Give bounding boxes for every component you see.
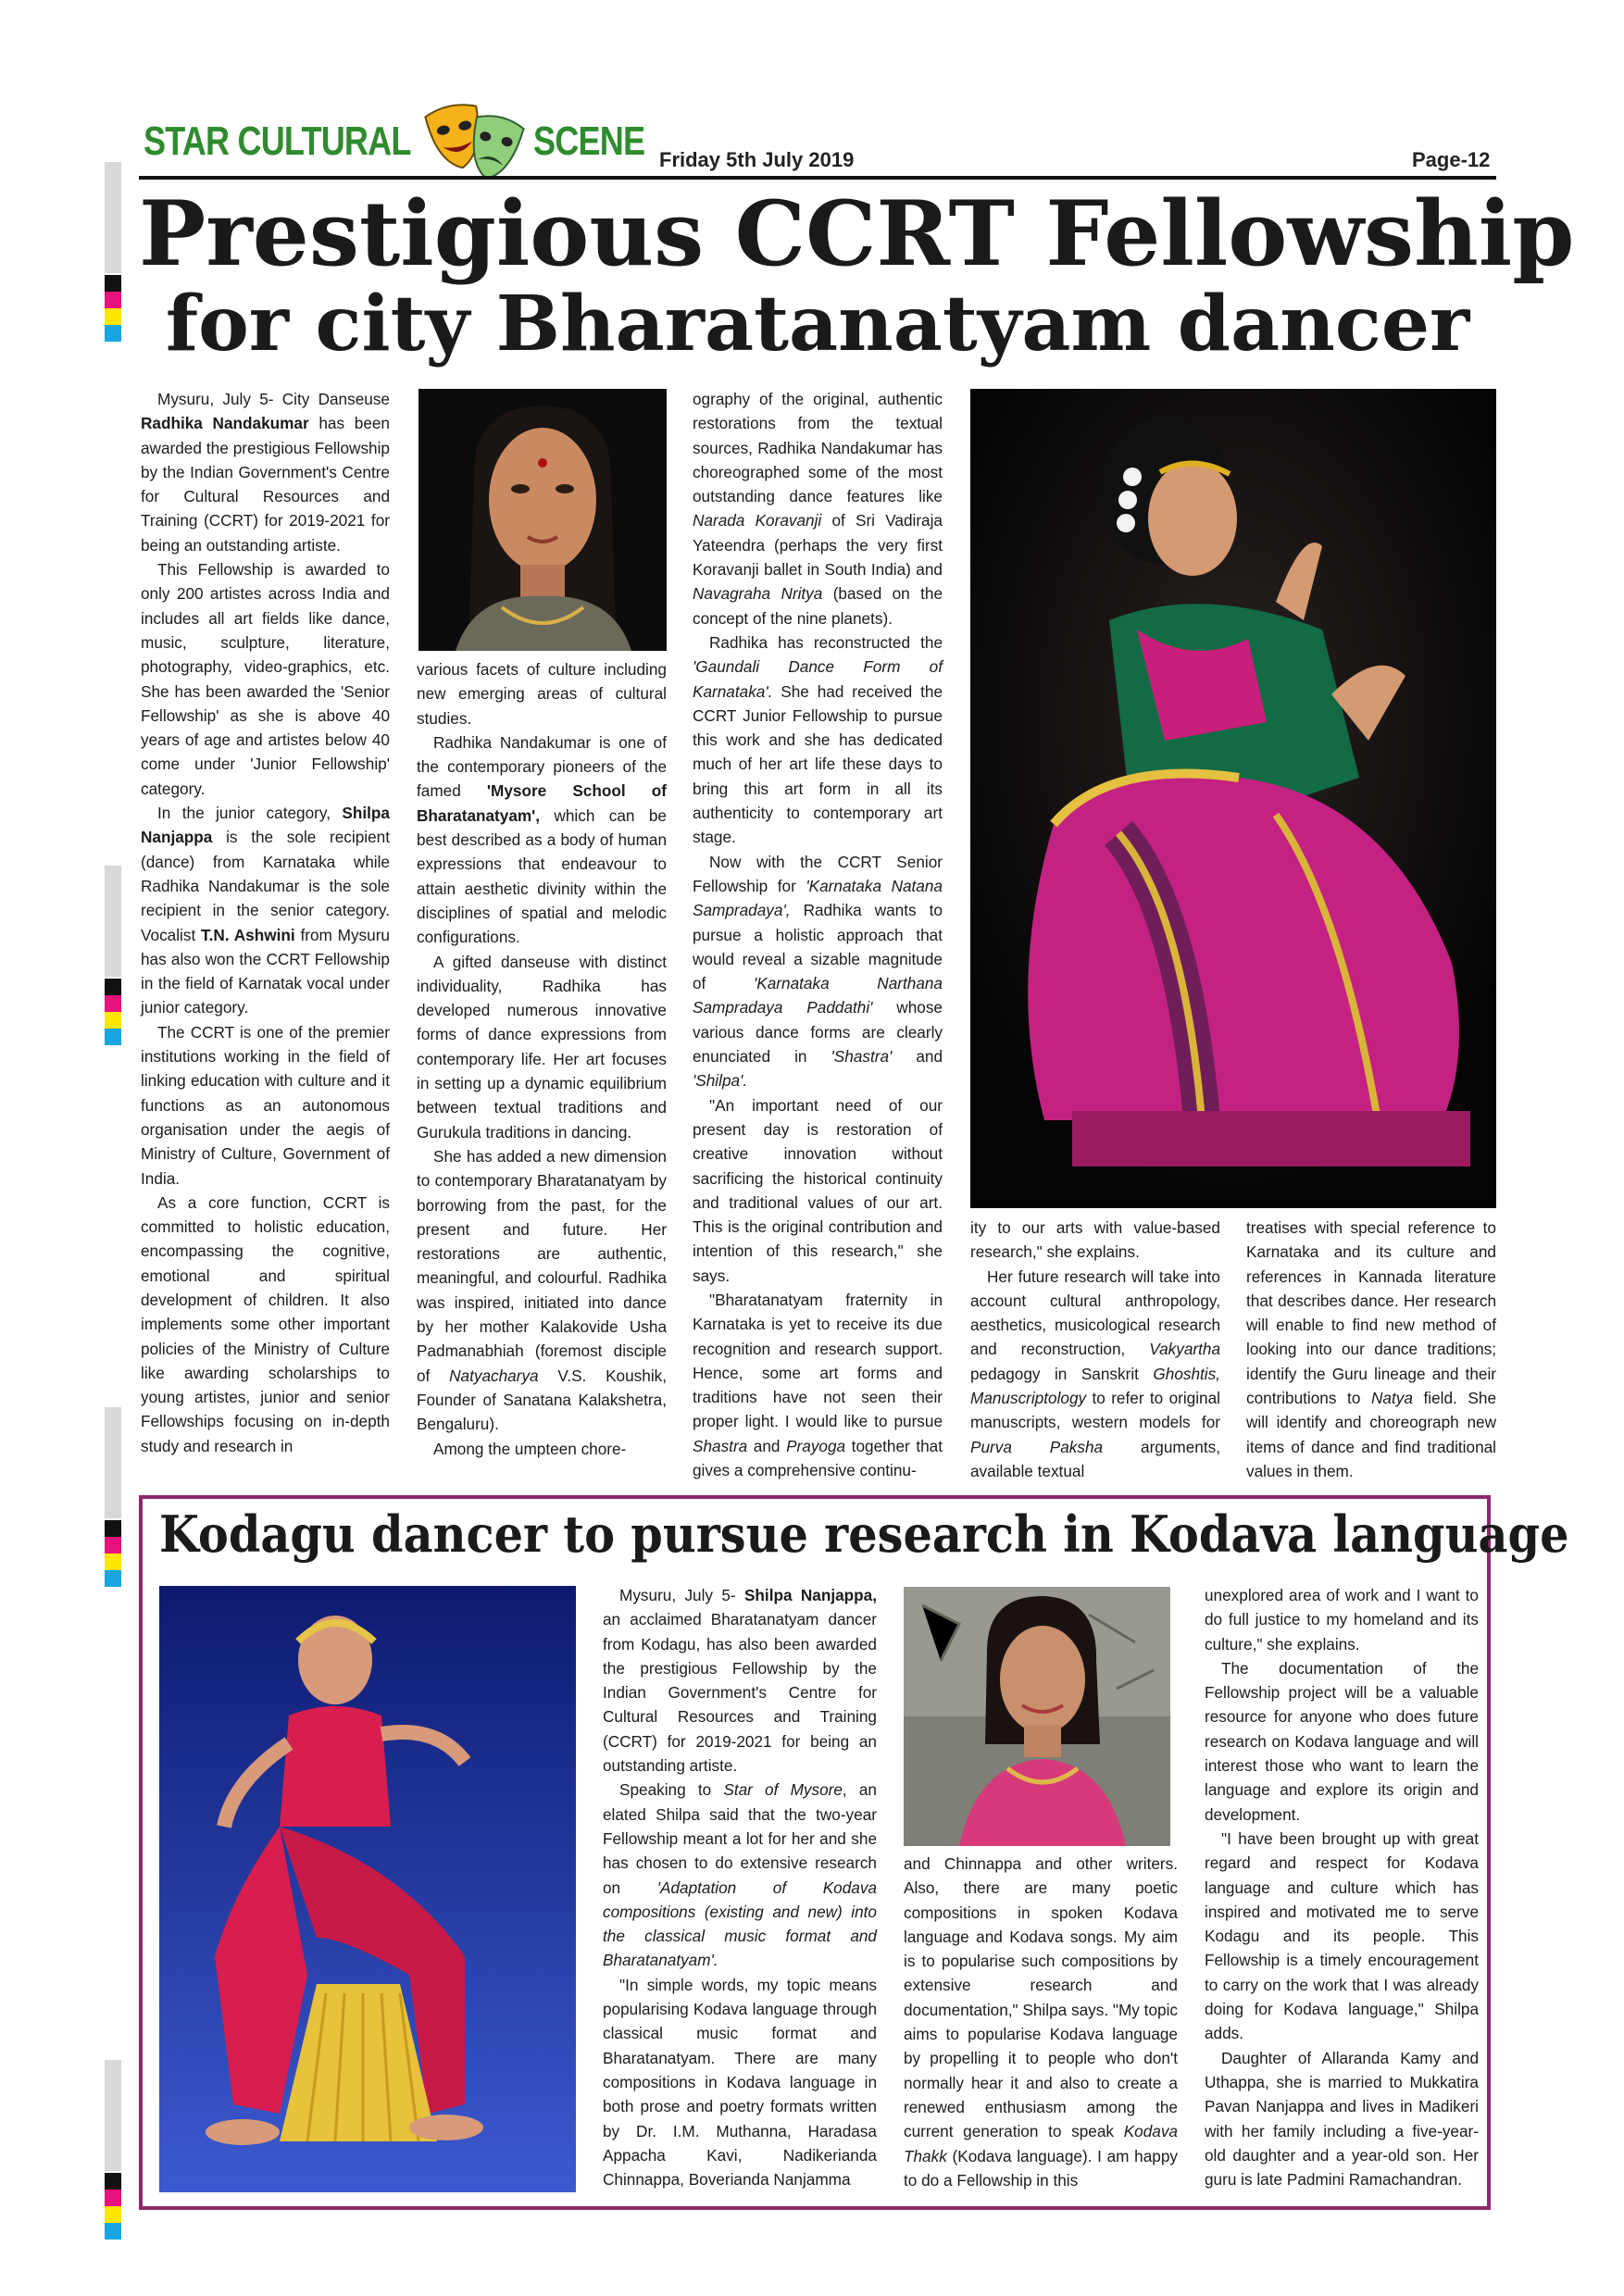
- registration-swatch: [105, 2223, 121, 2240]
- body-text: (Kodava language). I am happy to do a Fellowship in this: [904, 2146, 1178, 2190]
- body-text: has been awarded the prestigious Fellowship by the Indian Government's Centre for Cultural Resources and Training (CCRT) for 2019-2021 for being an outstanding artiste.: [141, 414, 390, 555]
- registration-swatch: [105, 1537, 121, 1554]
- body-text: Mysuru, July 5- City Danseuse: [157, 390, 390, 408]
- person-name: Shilpa Nanjappa: [141, 804, 390, 847]
- dance-photo-shilpa: [159, 1586, 576, 2192]
- body-text: field. She will identify and choreograph new items of dance and find traditional values in them.: [1246, 1389, 1496, 1480]
- body-text: of Sri Vadiraja Yateendra (perhaps the very first Koravanji ballet in South India) and: [693, 511, 943, 580]
- registration-swatch: [105, 995, 121, 1012]
- registration-swatch: [105, 1570, 121, 1587]
- body-text: Radhika has reconstructed the: [709, 632, 943, 652]
- registration-swatch: [105, 308, 121, 325]
- italic-term: Natya: [1371, 1389, 1413, 1408]
- italic-term: Ghoshtis, Manuscriptology: [970, 1364, 1220, 1408]
- italic-term: Navagraha Nritya: [693, 584, 823, 604]
- body-text: whose various dance forms are clearly enunciated in: [693, 998, 943, 1067]
- person-name: Shilpa Nanjappa,: [743, 1586, 878, 1604]
- body-text: "Bharatanatyam fraternity in Karnataka is yet to receive its due recognition and research support. Hence, some art forms and traditions have not seen their proper light. I would like to pursue: [693, 1290, 943, 1431]
- italic-term: 'Karnataka Narthana Sampradaya Paddathi': [693, 974, 943, 1017]
- italic-term: Vakyartha: [1149, 1340, 1220, 1359]
- body-text: Mysuru, July 5-: [619, 1586, 744, 1604]
- body-paragraph: As a core function, CCRT is committed to holistic education, encompassing the cognitive, emotional and spiritual development of children. It also implements some other important policies of the Ministry of Culture like awarding scholarships to young artistes, junior and senior Fellowships focusing on in-depth study and research in: [141, 1192, 390, 1455]
- article2-column-3: [1205, 1583, 1479, 2191]
- body-paragraph: The CCRT is one of the premier institutions working in the field of linking education with culture and it functions as an autonomous organisation under the aegis of Ministry of Culture, Government of India.: [141, 1022, 390, 1188]
- body-text: from Mysuru has also won the CCRT Fellowship in the field of Karnatak vocal under junior category.: [141, 925, 390, 1017]
- registration-bar-mid: [105, 866, 121, 977]
- article1-column-3: [693, 387, 943, 1482]
- masthead-rule: [139, 176, 1496, 180]
- masthead-brand-right: SCENE: [533, 119, 645, 164]
- italic-term: 'Gaundali Dance Form of Karnataka'.: [693, 657, 943, 701]
- article1-column-2: [417, 657, 667, 1461]
- italic-term: 'Karnataka Natana Sampradaya',: [693, 876, 943, 920]
- dance-photo-radhika: [970, 389, 1496, 1208]
- article2-column-2: [904, 1852, 1178, 2192]
- italic-term: 'Adaptation of Kodava compositions (existing and new) into the classical music format and Bharatanatyam'.: [603, 1878, 877, 1970]
- body-text: an acclaimed Bharatanatyam dancer from Kodagu, has also been awarded the prestigious Fellowship by the Indian Government's Centre for Cultural Resources and Training (CCRT) for 2019-2021 for being an outstanding artiste.: [603, 1610, 877, 1776]
- body-text: Now with the CCRT Senior Fellowship for: [693, 852, 943, 895]
- article1-column-5: [1246, 1216, 1496, 1483]
- body-paragraph: unexplored area of work and I want to do full justice to my homeland and its culture," she explains.: [1205, 1586, 1479, 1653]
- registration-swatch: [105, 979, 121, 995]
- registration-swatch: [105, 275, 121, 292]
- person-name: T.N. Ashwini: [201, 925, 295, 944]
- registration-swatch: [105, 2190, 121, 2206]
- italic-term: Narada Koravanji: [693, 511, 822, 530]
- body-paragraph: "An important need of our present day is restoration of creative innovation without sacrificing the historical continuity and traditional values of our art. This is the original contribution and intention of this research," she says.: [693, 1095, 943, 1285]
- headline-line-2: for city Bharatanatyam dancer: [165, 280, 1470, 368]
- body-text: She had received the CCRT Junior Fellowship to pursue this work and she has dedicated much of her art life these days to bring this art form in all its authenticity to contemporary art stage.: [693, 681, 943, 847]
- body-text: and: [747, 1436, 787, 1455]
- registration-swatch: [105, 1012, 121, 1029]
- body-text: is the sole recipient (dance) from Karnataka while Radhika Nandakumar is the sole recipient in the senior category. Vocalist: [141, 828, 390, 944]
- headline-line-1: Prestigious CCRT Fellowship: [139, 181, 1575, 286]
- body-text: (based on the concept of the nine planets).: [693, 584, 943, 628]
- page-number: Page-12: [1412, 148, 1491, 171]
- body-paragraph: A gifted danseuse with distinct individuality, Radhika has developed numerous innovative forms of dance expressions from contemporary life. Her art focuses in setting up a dynamic equilibrium between textual traditions and Gurukula traditions in dancing.: [417, 952, 667, 1142]
- body-text: In the junior category,: [157, 804, 343, 823]
- body-paragraph: This Fellowship is awarded to only 200 artistes across India and includes all art fields like dance, music, sculpture, literature, photography, video-graphics, etc. She has been awarded the 'Senior Fellowship' as she is above 40 years of age and artistes below 40 come under 'Junior Fellowship' category.: [141, 560, 390, 798]
- body-text: Her future research will take into account cultural anthropology, aesthetics, musicological research and reconstruction,: [970, 1267, 1220, 1359]
- body-text: ography of the original, authentic restorations from the textual sources, Radhika Nandakumar has choreographed some of the most outstanding dance features like: [693, 390, 943, 506]
- body-paragraph: "In simple words, my topic means popularising Kodava language through classical music format and Bharatanatyam. There are many compositions in Kodava language in both prose and poetry formats written by Dr. I.M. Muthanna, Haradasa Appacha Kavi, Nadikerianda Chinnappa, Boverianda Nanjamma: [603, 1975, 877, 2190]
- italic-term: Kodava Thakk: [904, 2122, 1178, 2165]
- body-text: Radhika wants to pursue a holistic approach that would reveal a sizable magnitude of: [693, 901, 943, 993]
- italic-term: 'Shastra': [831, 1047, 893, 1067]
- registration-swatch: [105, 1554, 121, 1570]
- registration-bar-footer: [105, 2060, 121, 2171]
- article2-column-1: [603, 1583, 877, 2191]
- registration-bar-bottom: [105, 1407, 121, 1518]
- portrait-photo-radhika: [418, 389, 667, 651]
- body-text: and Chinnappa and other writers. Also, there are many poetic compositions in spoken Kodava language and Kodava songs. My aim is to popularise such compositions by extensive research and documentation," Shilpa says. "My topic aims to popularise Kodava language by propelling it to people who don't normally hear it and also to create a renewed enthusiasm among the current generation to speak: [904, 1854, 1178, 2141]
- italic-term: 'Shilpa'.: [693, 1071, 748, 1091]
- institution-name: 'Mysore School of Bharatanatyam',: [417, 781, 667, 825]
- registration-swatch: [105, 325, 121, 342]
- italic-term: Star of Mysore: [723, 1780, 843, 1800]
- issue-date: Friday 5th July 2019: [659, 148, 855, 171]
- person-name: Radhika Nandakumar: [141, 414, 309, 433]
- body-text: She has added a new dimension to contemporary Bharatanatyam by borrowing from the past, for the present and future. Her restorations are authentic, meaningful, and colourful. Radhika was inspired, initiated into dance by her mother Kalakovide Usha Padmanabhiah (foremost disciple of: [417, 1146, 667, 1385]
- body-paragraph: The documentation of the Fellowship project will be a valuable resource for anyone who does future research on Kodava language and will interest those who want to learn the language and explore its origin and development.: [1205, 1658, 1479, 1824]
- body-text: treatises with special reference to Karnataka and its culture and references in Kannada literature that describes dance. Her research will enable to find new method of looking into our dance traditions; identify the Guru lineage and their contributions to: [1246, 1218, 1496, 1408]
- article1-column-1: [141, 387, 390, 1458]
- body-text: pedagogy in Sanskrit: [970, 1364, 1154, 1383]
- body-text: to refer to original manuscripts, western models for: [970, 1389, 1220, 1432]
- portrait-photo-shilpa: [904, 1587, 1170, 1846]
- masthead-brand-left: STAR CULTURAL: [144, 119, 411, 164]
- italic-term: Prayoga: [786, 1436, 846, 1455]
- body-text: Speaking to: [619, 1780, 724, 1800]
- registration-bar-top: [105, 162, 121, 273]
- italic-term: Natyacharya: [449, 1366, 539, 1385]
- body-text: together that gives a comprehensive continu-: [693, 1436, 943, 1480]
- body-text: V.S. Koushik, Founder of Sanatana Kalakshetra, Bengaluru).: [417, 1366, 668, 1434]
- registration-swatch: [105, 292, 121, 308]
- registration-swatch: [105, 2173, 121, 2190]
- body-paragraph: various facets of culture including new emerging areas of cultural studies.: [417, 660, 667, 728]
- italic-term: Shastra: [693, 1436, 748, 1455]
- body-text: Radhika Nandakumar is one of the contemporary pioneers of the famed: [417, 732, 667, 801]
- registration-swatch: [105, 2206, 121, 2223]
- article2-headline: Kodagu dancer to pursue research in Kodava language: [159, 1504, 1569, 1564]
- body-text: which can be best described as a body of human expressions that endeavour to attain aesthetic divinity within the disciplines of spatial and melodic configurations.: [417, 805, 667, 947]
- body-paragraph: Daughter of Allaranda Kamy and Uthappa, she is married to Mukkatira Pavan Nanjappa and lives in Madikeri with her family including a five-year-old daughter and a year-old son. Her guru is late Padmini Ramachandran.: [1205, 2048, 1479, 2190]
- registration-swatch: [105, 1520, 121, 1537]
- body-paragraph: Among the umpteen chore-: [433, 1439, 627, 1458]
- body-text: , an elated Shilpa said that the two-year Fellowship meant a lot for her and she has chosen to do extensive research on: [603, 1780, 877, 1897]
- article1-column-4: [970, 1216, 1220, 1483]
- registration-swatch: [105, 1029, 121, 1045]
- body-text: arguments, available textual: [970, 1437, 1220, 1480]
- italic-term: Purva Paksha: [970, 1437, 1104, 1456]
- body-paragraph: ity to our arts with value-based research," she explains.: [970, 1218, 1220, 1262]
- body-paragraph: "I have been brought up with great regard and respect for Kodava language and culture which has inspired and motivated me to serve Kodagu and its people. This Fellowship is a timely encouragement to carry on the work that I was already doing for Kodava language," Shilpa adds.: [1205, 1828, 1479, 2043]
- theatre-masks-icon: [418, 93, 530, 185]
- body-text: and: [892, 1047, 943, 1067]
